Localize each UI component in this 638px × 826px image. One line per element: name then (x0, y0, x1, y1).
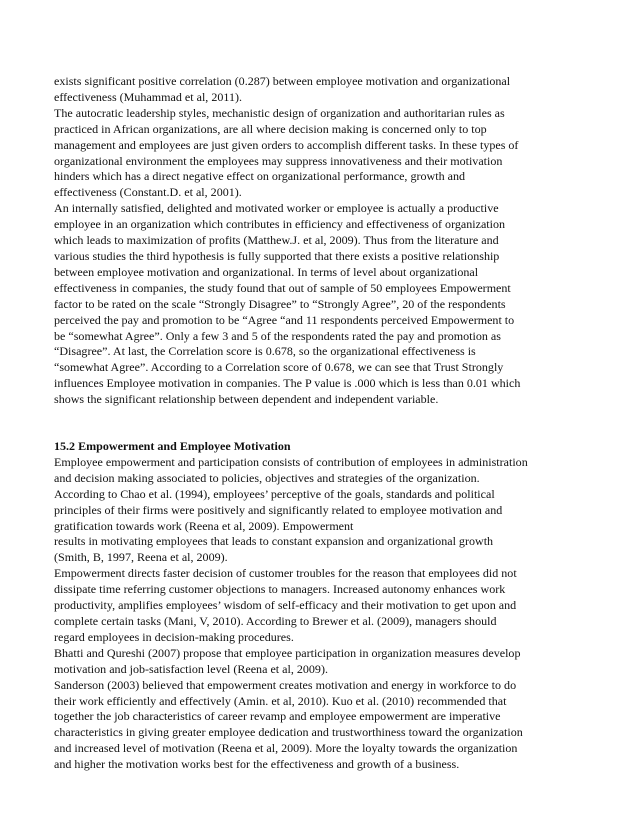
text-line: The autocratic leadership styles, mechanistic design of organization and authoritarian rules as (54, 105, 505, 120)
text-line: Bhatti and Qureshi (2007) propose that employee participation in organization measures develop (54, 645, 521, 660)
text-line: together the job characteristics of career revamp and employee empowerment are imperative (54, 709, 501, 724)
text-line: their work efficiently and effectively (Amin. et al, 2010). Kuo et al. (2010) recommended that (54, 693, 507, 708)
text-line: and higher the motivation works best for the effectiveness and growth of a business. (54, 757, 460, 772)
section-gap (54, 408, 574, 439)
text-line: gratification towards work (Reena et al, 2009). Empowerment (54, 518, 354, 533)
text-line: factor to be rated on the scale “Strongly Disagree” to “Strongly Agree”, 20 of the respondents (54, 296, 506, 311)
section-heading: 15.2 Empowerment and Employee Motivation (54, 439, 291, 454)
document-page (54, 74, 574, 773)
section-body-2 (54, 455, 574, 773)
text-line: “somewhat Agree”. According to a Correlation score of 0.678, we can see that Trust Strongly (54, 360, 504, 375)
text-line: practiced in African organizations, are all where decision making is concerned only to top (54, 121, 487, 136)
text-line: which leads to maximization of profits (Matthew.J. et al, 2009). Thus from the literature and (54, 233, 499, 248)
text-line: be “somewhat Agree”. Only a few 3 and 5 of the respondents rated the pay and promotion as (54, 328, 501, 343)
text-line: and decision making associated to policies, objectives and strategies of the organization. (54, 470, 480, 485)
text-line: influences Employee motivation in companies. The P value is .000 which is less than 0.01 which (54, 376, 521, 391)
text-line: An internally satisfied, delighted and motivated worker or employee is actually a productive (54, 201, 499, 216)
section-body-1 (54, 74, 574, 408)
text-line: results in motivating employees that leads to constant expansion and organizational growth (54, 534, 494, 549)
text-line: Empowerment directs faster decision of customer troubles for the reason that employees did not (54, 566, 517, 581)
text-line: effectiveness (Constant.D. et al, 2001). (54, 185, 242, 200)
text-line: complete certain tasks (Mani, V, 2010). According to Brewer et al. (2009), managers should (54, 614, 497, 628)
text-line: regard employees in decision-making procedures. (54, 629, 294, 644)
text-line: “Disagree”. At last, the Correlation score is 0.678, so the organizational effectiveness is (54, 344, 476, 359)
text-line: motivation and job-satisfaction level (Reena et al, 2009). (54, 661, 328, 676)
text-line: principles of their firms were positively and significantly related to employee motivation and (54, 502, 503, 517)
text-line: (Smith, B, 1997, Reena et al, 2009). (54, 550, 228, 565)
text-line: Employee empowerment and participation consists of contribution of employees in administration (54, 454, 528, 469)
text-line: Sanderson (2003) believed that empowerment creates motivation and energy in workforce to do (54, 677, 517, 692)
text-line: and increased level of motivation (Reena et al, 2009). More the loyalty towards the organization (54, 741, 518, 756)
text-line: employee in an organization which contributes in efficiency and effectiveness of organization (54, 217, 506, 232)
text-line: shows the significant relationship between dependent and independent variable. (54, 392, 439, 407)
text-line: characteristics in giving greater employee dedication and trustworthiness toward the organization (54, 725, 523, 740)
text-line: dissipate time referring customer objections to managers. Increased autonomy enhances work (54, 582, 506, 597)
text-line: perceived the pay and promotion to be “Agree “and 11 respondents perceived Empowerment to (54, 312, 515, 327)
text-line: exists significant positive correlation (0.287) between employee motivation and organizational (54, 74, 511, 88)
text-line: management and employees are just given orders to accomplish different tasks. In these types of (54, 137, 519, 152)
text-line: productivity, amplifies employees’ wisdom of self-efficacy and their motivation to get upon and (54, 598, 517, 613)
text-line: between employee motivation and organizational. In terms of level about organizational (54, 264, 479, 279)
text-line: effectiveness in companies, the study found that out of sample of 50 employees Empowerment (54, 280, 511, 295)
text-line: hinders which has a direct negative effect on organizational performance, growth and (54, 169, 465, 184)
text-line: effectiveness (Muhammad et al, 2011). (54, 89, 243, 104)
text-line: According to Chao et al. (1994), employees’ perceptive of the goals, standards and political (54, 486, 495, 501)
text-line: organizational environment the employees may suppress innovativeness and their motivation (54, 153, 503, 168)
text-line: various studies the third hypothesis is fully supported that there exists a positive relationship (54, 248, 500, 263)
